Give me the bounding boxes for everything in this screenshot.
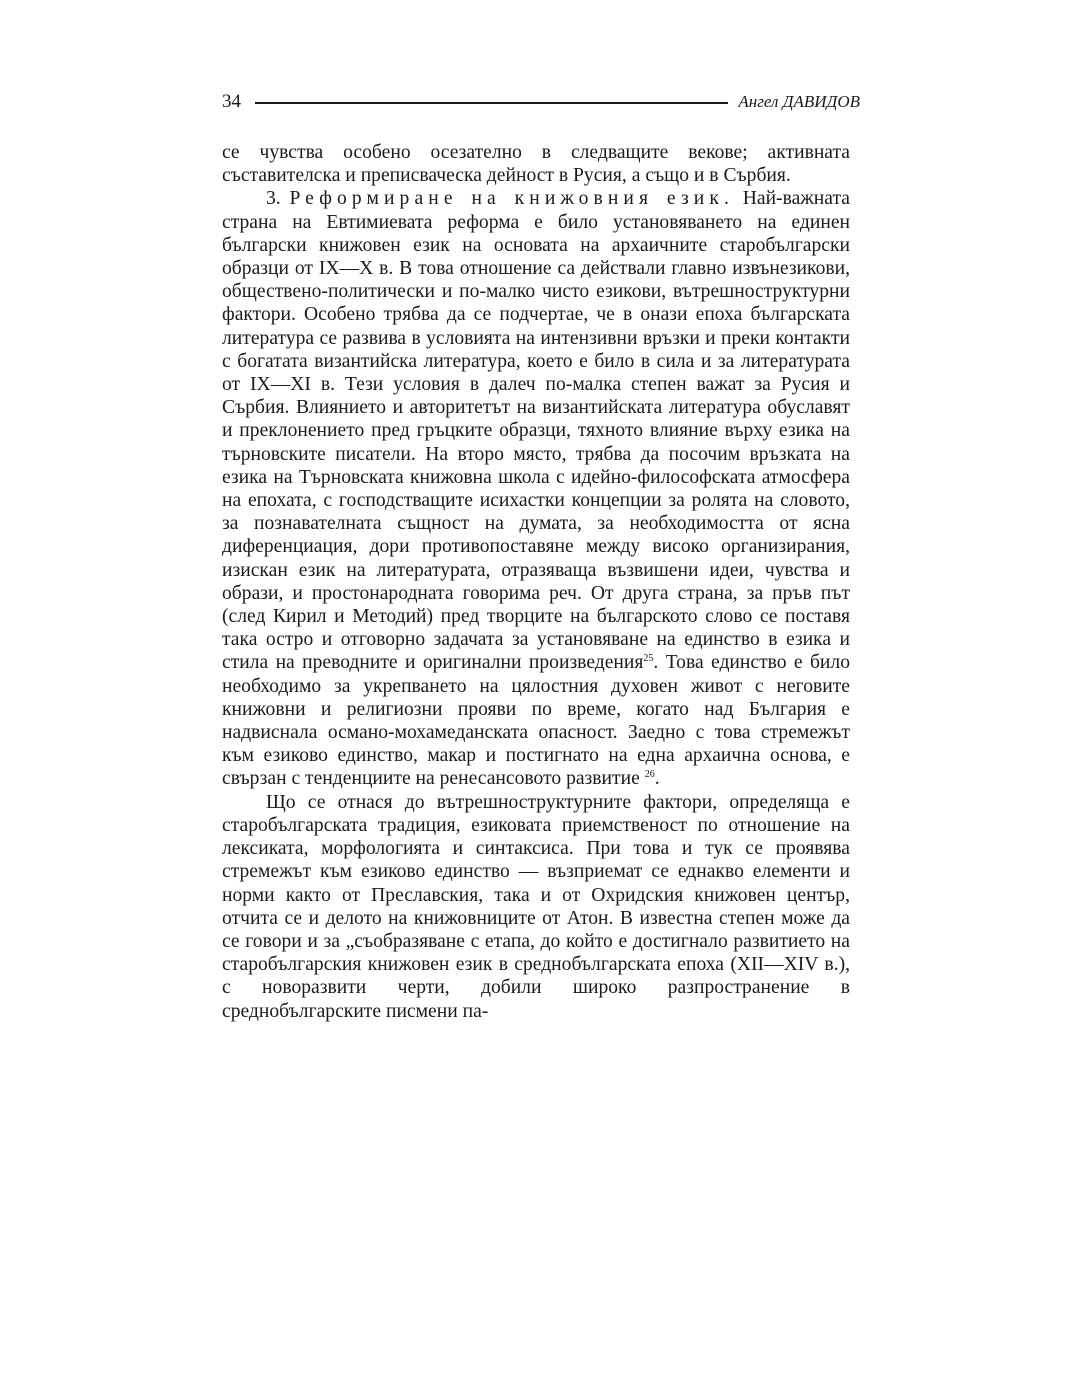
section-number: 3. <box>266 188 281 210</box>
paragraph-1 <box>222 141 850 187</box>
footnote-ref-26: 26 <box>644 769 655 781</box>
paragraph-1-text: се чувства особено осезателно в следващите векове; активната съставителска и преписваческа дейност в Русия, а също и в Сърбия. <box>222 142 850 187</box>
header-rule <box>255 102 728 104</box>
body-text <box>222 141 850 1023</box>
paragraph-2-text-c: . <box>654 768 660 790</box>
section-heading: Реформиране на книжовния език. <box>289 188 734 210</box>
paragraph-2-text-b: . Това единство е било необходимо за укрепването на цялостния духовен живот с неговите книжовни и религиозни прояви по време, когато над България е надвиснала османо-мохамеданската опасност. Заедно с това стремежът към езиково единство, макар и постигнато на една архаична основа, е свързан с тенденциите на ренесансовото развитие <box>222 652 850 790</box>
paragraph-3-text: Що се отнася до вътрешноструктурните фактори, определяща е старобългарската традиция, езиковата приемственост по отношение на лексиката, морфологията и синтаксиса. При това и тук се проявява стремежът към езиково единство — възприемат се еднакво елементи и норми както от Преславския, така и от Охридския книжовен център, отчита се и делото на книжовниците от Атон. В известна степен може да се говори и за „съобразяване с етапа, до който е достигнало развитието на старобългарския книжовен език в среднобългарската епоха (XII—XIV в.), с новоразвити черти, добили широко разпространение в среднобългарските писмени па- <box>222 791 850 1022</box>
paragraph-2-text-a: Най-важната страна на Евтимиевата реформа е било установяването на единен български книжовен език на основата на архаичните старобългарски образци от IX—X в. В това отношение са действали главно извънезикови, обществено-политически и по-малко чисто езикови, вътрешноструктурни фактори. Особено трябва да се подчертае, че в онази епоха българската литература се развива в условията на интензивни връзки и преки контакти с богатата византийска литература, което е било в сила и за литературата от IX—XI в. Тези условия в далеч по-малка степен важат за Русия и Сърбия. Влиянието и авторитетът на византийската литература обуславят и преклонението пред гръцките образци, тяхното влияние върху езика на търновските писатели. На второ място, трябва да посочим връзката на езика на Търновската книжовна школа с идейно-философската атмосфера на епохата, с господстващите исихастки концепции за ролята на словото, за познавателната същност на думата, за необходимостта от ясна диференциация, дори противопоставяне между високо организирания, изискан език на литературата, отразяваща възвишени идеи, чувства и образи, и простонародната говорима реч. От друга страна, за пръв път (след Кирил и Методий) пред творците на българското слово се поставя така остро и отговорно задачата за установяване на единство в езика и стила на преводните и оригинални произведения <box>222 188 850 674</box>
paragraph-3 <box>222 791 850 1023</box>
paragraph-2 <box>222 187 850 790</box>
footnote-ref-25: 25 <box>643 653 654 665</box>
page-header <box>222 88 860 116</box>
page-number: 34 <box>222 91 241 112</box>
running-head: Ангел ДАВИДОВ <box>738 92 860 111</box>
